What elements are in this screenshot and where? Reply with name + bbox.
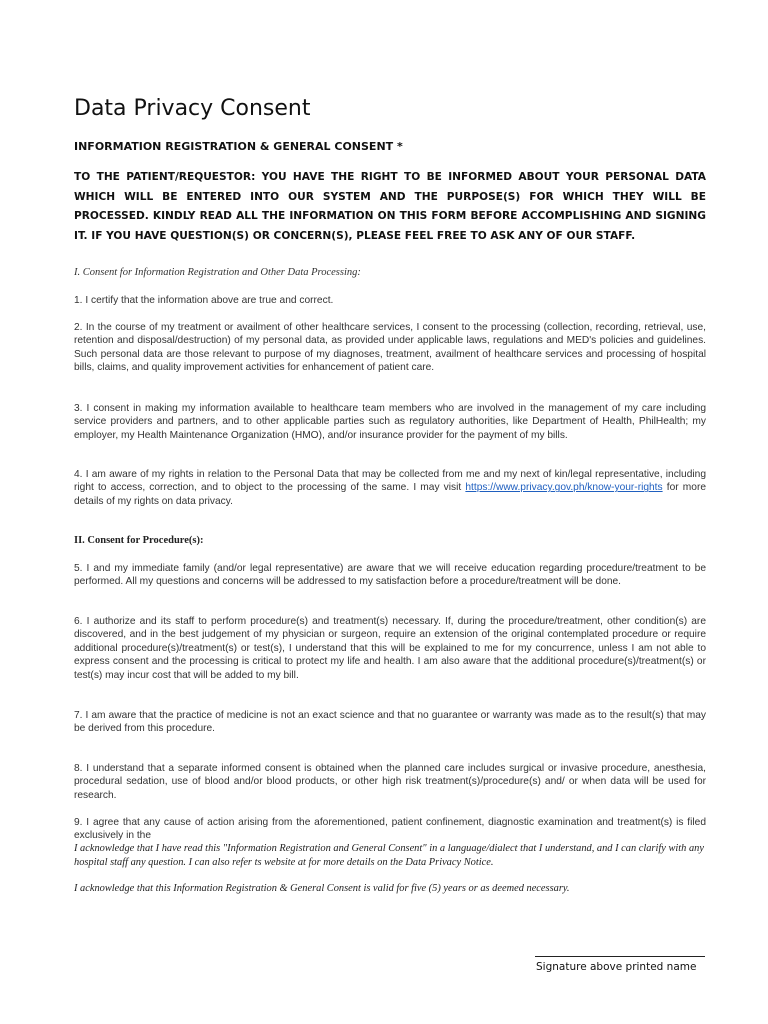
signature-line xyxy=(535,956,705,957)
consent-item-4 xyxy=(74,468,706,508)
patient-notice: TO THE PATIENT/REQUESTOR: YOU HAVE THE RIGHT TO BE INFORMED ABOUT YOUR PERSONAL DATA WHICH WILL BE ENTERED INTO OUR SYSTEM AND THE PURPOSE(S) FOR WHICH THEY WILL BE PROCESSED. KINDLY READ ALL THE INFORMATION ON THIS FORM BEFORE ACCOMPLISHING AND SIGNING IT. IF YOU HAVE QUESTION(S) OR CONCERN(S), PLEASE FEEL FREE TO ASK ANY OF OUR STAFF. xyxy=(74,171,706,242)
acknowledgement-read: I acknowledge that I have read this "Information Registration and General Consent" in a language/dialect that I understand, and I can clarify with any hospital staff any question. I can also refer ts website at for more details on the Data Privacy Notice. xyxy=(74,843,704,868)
form-subtitle: INFORMATION REGISTRATION & GENERAL CONSENT * xyxy=(74,140,403,153)
signature-label: Signature above printed name xyxy=(536,961,697,973)
consent-item-9: 9. I agree that any cause of action arising from the aforementioned, patient confinement, diagnostic examination and treatment(s) is filed exclusively in the xyxy=(74,817,706,842)
acknowledgement-validity: I acknowledge that this Information Registration & General Consent is valid for five (5) years or as deemed necessary. xyxy=(74,883,570,894)
section-2-heading: II. Consent for Procedure(s): xyxy=(74,535,204,546)
privacy-rights-link[interactable]: https://www.privacy.gov.ph/know-your-rights xyxy=(465,482,663,494)
document-title: Data Privacy Consent xyxy=(74,96,311,121)
section-1-heading: I. Consent for Information Registration and Other Data Processing: xyxy=(74,267,361,278)
consent-item-3: 3. I consent in making my information available to healthcare team members who are involved in the management of my care including service providers and partners, and to other applicable parties such as regulatory authorities, like Department of Health, PhilHealth; my employer, my Health Maintenance Organization (HMO), and/or insurance provider for the payment of my bills. xyxy=(74,403,706,441)
consent-item-4-text-before: 4. I am aware of my rights in relation to the Personal Data that may be collected from me and my next of kin/legal representative, including right to access, correction, and to object to the processing of the same. I may visit xyxy=(74,469,706,494)
consent-item-5: 5. I and my immediate family (and/or legal representative) are aware that we will receive education regarding procedure/treatment to be performed. All my questions and concerns will be addressed to my satisfaction before a procedure/treatment will be done. xyxy=(74,563,706,588)
consent-item-4-text-after: for more details of my rights on data privacy. xyxy=(74,482,707,507)
consent-item-1: 1. I certify that the information above are true and correct. xyxy=(74,295,334,306)
consent-item-2: 2. In the course of my treatment or availment of other healthcare services, I consent to the processing (collection, recording, retrieval, use, retention and disposal/destruction) of my personal data, as provided under applicable laws, regulations and MED's policies and guidelines. Such personal data are those relevant to purpose of my diagnoses, treatment, availment of healthcare services and processing of hospital bills, claims, and quality improvement activities for enhancement of patient care. xyxy=(74,322,706,374)
consent-item-8: 8. I understand that a separate informed consent is obtained when the planned care includes surgical or invasive procedure, anesthesia, procedural sedation, use of blood and/or blood products, or other high risk treatment(s)/procedure(s) and/ or when data will be used for research. xyxy=(74,763,706,801)
consent-item-6: 6. I authorize and its staff to perform procedure(s) and treatment(s) necessary. If, during the procedure/treatment, other condition(s) are discovered, and in the best judgement of my physician or surgeon, require an extension of the original contemplated procedure or require additional procedure(s)/treatment(s) or test(s), I understand that this will be explained to me for my concurrence, unless I am not able to express consent and the processing is critical to protect my life and health. I am also aware that the additional procedure(s)/treatment(s) or test(s) may incur cost that will be added to my bill. xyxy=(74,616,706,681)
consent-item-7: 7. I am aware that the practice of medicine is not an exact science and that no guarantee or warranty was made as to the result(s) that may be derived from this procedure. xyxy=(74,710,706,735)
